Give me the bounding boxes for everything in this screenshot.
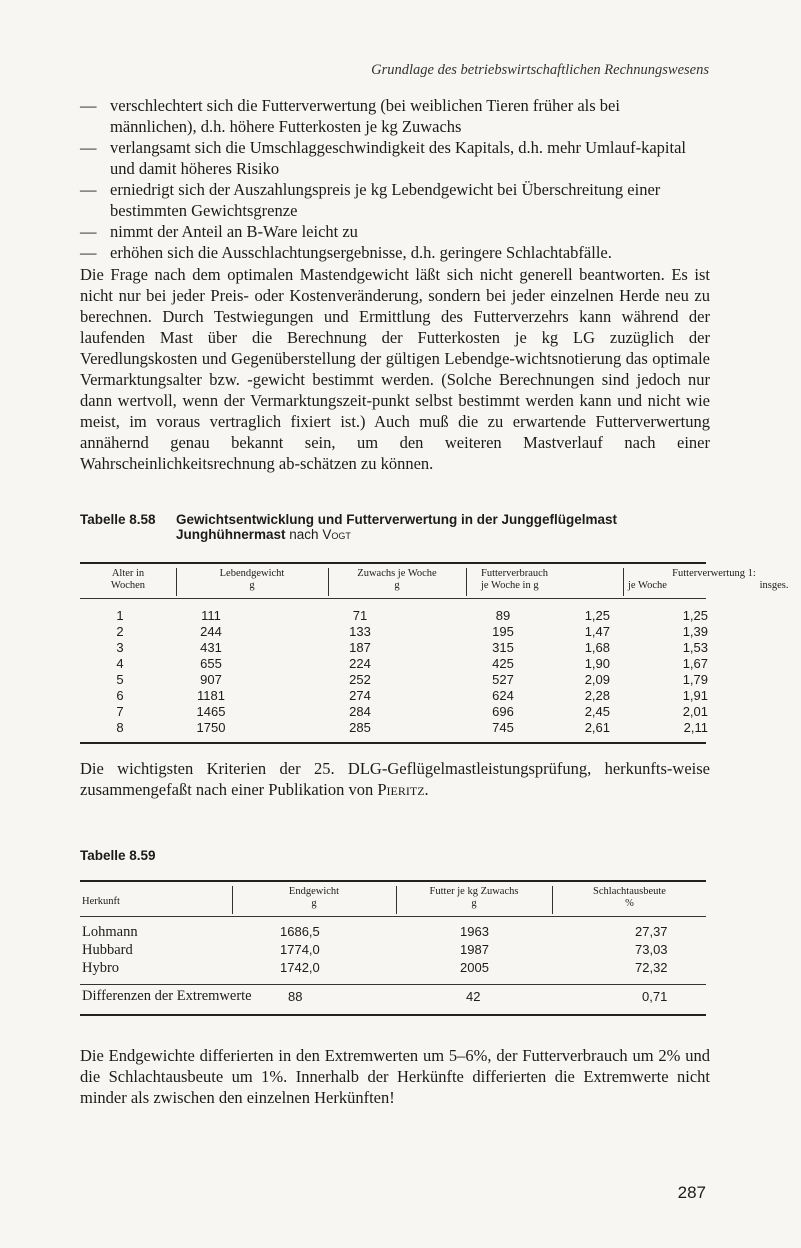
table-cell: 1686,5 bbox=[280, 924, 320, 939]
table-cell: 71 bbox=[352, 608, 368, 623]
col-header-line: g bbox=[394, 580, 400, 591]
table-cell: 1963 bbox=[460, 924, 489, 939]
col-header-line: je Woche in g bbox=[481, 580, 539, 591]
table-cell: 2,28 bbox=[584, 688, 610, 703]
table-cell: 425 bbox=[492, 656, 514, 671]
col-header-line: Lebendgewicht bbox=[219, 568, 285, 579]
row-label: Hybro bbox=[82, 960, 120, 976]
paragraph-dlg bbox=[80, 758, 710, 800]
table-cell: 1,47 bbox=[584, 624, 610, 639]
paragraph-mastendgewicht: Die Frage nach dem optimalen Mastendgewicht läßt sich nicht generell beantworten. Es ist nicht nur bei jeder Preis- oder Kostenveränderung, sondern bei jeder einzelnen Herde neu zu berechnen. Durch Testwiegungen und Ermittlung des Futterverzehrs kann während der laufenden Mast über die Berechnung der Futterkosten je kg LG zuzüglich der Veredlungskosten und Gegenüberstellung der gültigen Lebendge-wichtsnotierung das optimale Vermarktungsalter bzw. -gewicht bestimmt werden. (Solche Berechnungen sind jedoch nur dann wertvoll, wenn der Vermarktungszeit-punkt selbst bestimmt werden kann und nicht wie meist, im voraus vertraglich fixiert ist.) Auch muß die zu erwartende Futterverwertung annähernd genau bekannt sein, um den weiteren Mastverlauf nach einer Wahrscheinlichkeitsrechnung ab-schätzen zu können. bbox=[80, 265, 710, 473]
page-number: 287 bbox=[677, 1183, 706, 1202]
table-title: Gewichtsentwicklung und Futterverwertung in der Junggeflügelmast bbox=[176, 512, 618, 527]
table-cell: 1,53 bbox=[682, 640, 708, 655]
table-cell: 8 bbox=[116, 720, 124, 735]
col-header-line: g bbox=[249, 580, 255, 591]
table-cell: 27,37 bbox=[635, 924, 668, 939]
header-rule bbox=[80, 916, 706, 917]
table-subtitle-bold: Junghühnermast bbox=[176, 527, 286, 542]
table-cell: 315 bbox=[492, 640, 514, 655]
table-cell: 527 bbox=[492, 672, 514, 687]
bullet-item bbox=[80, 221, 710, 242]
paragraph-conclusion: Die Endgewichte differierten in den Extremwerten um 5–6%, der Futterverbrauch um 2% und die Schlachtausbeute um 1%. Innerhalb der Herkünfte differierten die Extremwerte nicht minder als zwischen den einzelnen Herkünften! bbox=[80, 1046, 710, 1107]
col-header-line: Endgewicht bbox=[288, 886, 340, 897]
col-header-line: Alter in bbox=[111, 568, 145, 579]
author-name: Pieritz. bbox=[377, 780, 429, 799]
table-subtitle-rest: nach bbox=[289, 527, 319, 542]
table-cell: 5 bbox=[116, 672, 124, 687]
table-cell: 284 bbox=[349, 704, 371, 719]
col-header bbox=[397, 886, 551, 916]
table-cell: 274 bbox=[349, 688, 371, 703]
bullet-item bbox=[80, 242, 710, 263]
bullet-dash: — bbox=[80, 222, 97, 241]
table-cell: 696 bbox=[492, 704, 514, 719]
col-header-line: Zuwachs je Woche bbox=[357, 568, 437, 579]
table-cell: 244 bbox=[200, 624, 222, 639]
table-cell: 745 bbox=[492, 720, 514, 735]
table-cell: 7 bbox=[116, 704, 124, 719]
table-cell: 1742,0 bbox=[280, 960, 320, 975]
table-cell: 6 bbox=[116, 688, 124, 703]
col-header-line: Futterverbrauch bbox=[481, 568, 549, 579]
col-header bbox=[80, 568, 176, 598]
table-cell: 2,11 bbox=[683, 720, 708, 735]
running-head: Grundlage des betriebswirtschaftlichen Rechnungswesens bbox=[371, 62, 709, 78]
bullet-text: verschlechtert sich die Futterverwertung (bei weiblichen Tieren früher als bei männlichen), d.h. höhere Futterkosten je kg Zuwachs bbox=[110, 96, 620, 136]
table-cell: 73,03 bbox=[635, 942, 668, 957]
table-cell: 1,90 bbox=[584, 656, 610, 671]
bullet-text: verlangsamt sich die Umschlaggeschwindigkeit des Kapitals, d.h. mehr Umlauf-kapital und damit höheres Risiko bbox=[110, 138, 686, 178]
table-cell: 72,32 bbox=[635, 960, 668, 975]
table-cell: 655 bbox=[200, 656, 222, 671]
col-header bbox=[177, 568, 327, 598]
bullet-dash: — bbox=[80, 96, 97, 115]
table-cell: 1465 bbox=[196, 704, 226, 719]
table-subtitle-author: Vogt bbox=[322, 527, 351, 542]
bullet-item bbox=[80, 137, 710, 179]
row-label: Lohmann bbox=[82, 924, 138, 940]
table-8-58 bbox=[80, 562, 789, 744]
table-cell: 907 bbox=[200, 672, 222, 687]
table-cell: 624 bbox=[492, 688, 514, 703]
col-header-line: g bbox=[311, 898, 317, 909]
diff-rule bbox=[80, 984, 706, 985]
table-cell: 1,25 bbox=[682, 608, 708, 623]
table-cell: 1,91 bbox=[682, 688, 708, 703]
header-rule bbox=[80, 598, 706, 599]
col-header: Herkunft bbox=[82, 896, 120, 907]
col-header-line: g bbox=[471, 898, 477, 909]
table-cell: 1,79 bbox=[682, 672, 708, 687]
table-cell: 1,67 bbox=[682, 656, 708, 671]
col-header bbox=[553, 886, 706, 916]
col-header-line: Futter je kg Zuwachs bbox=[429, 886, 519, 897]
bullet-dash: — bbox=[80, 243, 97, 262]
diff-value: 0,71 bbox=[642, 989, 668, 1004]
table-cell: 195 bbox=[492, 624, 514, 639]
table-cell: 1181 bbox=[197, 688, 225, 703]
table-cell: 89 bbox=[495, 608, 511, 623]
table-8-59 bbox=[80, 880, 706, 1016]
diff-value: 42 bbox=[466, 989, 481, 1004]
table-cell: 187 bbox=[349, 640, 371, 655]
col-header-line: Schlachtausbeute bbox=[593, 886, 666, 897]
col-header bbox=[467, 568, 623, 598]
table-cell: 1774,0 bbox=[280, 942, 320, 957]
table-cell: 2005 bbox=[460, 960, 489, 975]
bullet-text: erhöhen sich die Ausschlachtungsergebnisse, d.h. geringere Schlachtabfälle. bbox=[110, 243, 612, 262]
diff-value: 88 bbox=[288, 989, 303, 1004]
row-label: Hubbard bbox=[82, 942, 133, 958]
table-cell: 2,45 bbox=[584, 704, 610, 719]
table-cell: 285 bbox=[349, 720, 371, 735]
table-cell: 1750 bbox=[196, 720, 226, 735]
table-cell: 1,39 bbox=[682, 624, 708, 639]
table-cell: 1,68 bbox=[584, 640, 610, 655]
col-subheader: insges. bbox=[759, 580, 789, 591]
table-caption-8-58 bbox=[80, 512, 720, 542]
col-subheader: je Woche bbox=[628, 580, 667, 591]
table-cell: 3 bbox=[116, 640, 124, 655]
table-cell: 1987 bbox=[460, 942, 489, 957]
table-cell: 224 bbox=[349, 656, 371, 671]
table-cell: 1,25 bbox=[584, 608, 610, 623]
bullet-text: nimmt der Anteil an B-Ware leicht zu bbox=[110, 222, 358, 241]
col-header-line: % bbox=[625, 898, 634, 909]
table-cell: 4 bbox=[116, 656, 124, 671]
bullet-dash: — bbox=[80, 138, 97, 157]
bullet-item bbox=[80, 95, 710, 137]
col-header bbox=[233, 886, 395, 916]
table-cell: 2,01 bbox=[682, 704, 708, 719]
paragraph-text: Die wichtigsten Kriterien der 25. DLG-Geflügelmastleistungsprüfung, herkunfts-weise zusammengefaßt nach einer Publikation von bbox=[80, 759, 710, 799]
bullet-item bbox=[80, 179, 710, 221]
bullet-dash: — bbox=[80, 180, 97, 199]
table-cell: 252 bbox=[349, 672, 371, 687]
table-cell: 1 bbox=[116, 608, 124, 623]
table-cell: 133 bbox=[349, 624, 371, 639]
table-caption-8-59: Tabelle 8.59 bbox=[80, 848, 156, 863]
bullet-list bbox=[80, 95, 710, 263]
col-header bbox=[329, 568, 465, 598]
table-label: Tabelle 8.58 bbox=[80, 512, 156, 527]
col-header-line: Wochen bbox=[110, 580, 146, 591]
table-cell: 2 bbox=[116, 624, 124, 639]
table-cell: 431 bbox=[200, 640, 222, 655]
col-header-line: Futterverwertung 1: bbox=[672, 568, 756, 579]
table-cell: 2,61 bbox=[584, 720, 610, 735]
table-cell: 2,09 bbox=[584, 672, 610, 687]
bullet-text: erniedrigt sich der Auszahlungspreis je kg Lebendgewicht bei Überschreitung einer bestimmten Gewichtsgrenze bbox=[110, 180, 661, 220]
table-cell: 111 bbox=[201, 608, 221, 623]
diff-label: Differenzen der Extremwerte bbox=[82, 988, 252, 1004]
